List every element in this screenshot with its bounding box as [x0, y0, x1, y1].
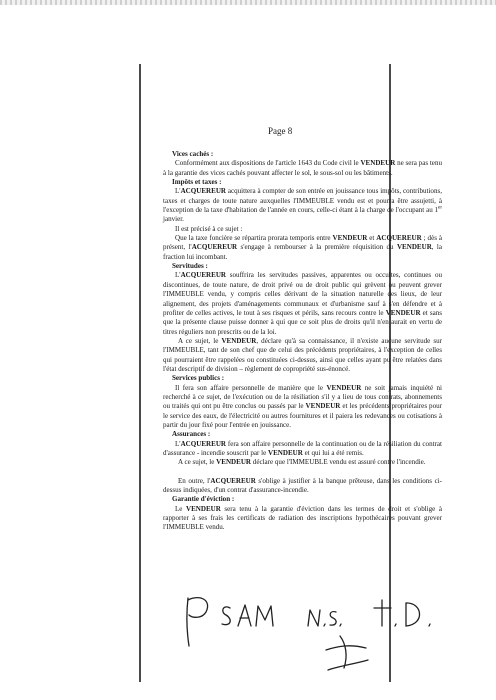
page-left-border [139, 64, 141, 682]
section-heading-servitudes: Servitudes : [172, 262, 208, 271]
initials-p [187, 598, 208, 646]
initials-sam [222, 605, 273, 626]
paragraph-impots-2: Il est précisé à ce sujet : [175, 224, 243, 233]
document-body [163, 150, 442, 533]
paragraph-impots-1: L'ACQUEREUR acquittera à compter de son entrée en jouissance tous impôts, contributions, taxes et charges de toute nature auxquelles l'IMMEUBLE vendu est et pourra être assujetti, à l'exception de la taxe d'habitation de l'année en cours, celle-ci étant à la charge de l'occupant au 1er janvier. [163, 187, 442, 224]
paragraph-impots-3: Que la taxe foncière se répartira prorata temporis entre VENDEUR et ACQUEREUR ; dès à présent, l'ACQUEREUR s'engage à rembourser à la première réquisition du VENDEUR, la fraction lui incombant. [163, 234, 442, 261]
section-heading-garantie-eviction: Garantie d'éviction : [172, 495, 235, 504]
paragraph-gap [163, 468, 442, 477]
section-heading-assurances: Assurances : [172, 430, 211, 439]
paragraph-assurances-3: En outre, l'ACQUEREUR s'oblige à justifier à la banque prêteuse, dans les conditions ci-dessus indiquées, d'un contrat d'assurance-incendie. [163, 476, 442, 495]
section-heading-services-publics: Services publics : [172, 374, 225, 383]
section-heading-impots: Impôts et taxes : [172, 178, 222, 187]
paragraph-assurances-2: A ce sujet, le VENDEUR déclare que l'IMMEUBLE vendu est assuré contre l'incendie. [178, 458, 426, 467]
initials-paraph [326, 636, 368, 670]
page-number: Page 8 [268, 126, 293, 136]
section-heading-vices-caches: Vices cachés : [172, 150, 214, 158]
paragraph-servitudes-2: A ce sujet, le VENDEUR, déclare qu'à sa connaissance, il n'existe aucune servitude sur l'IMMEUBLE, tant de son chef que de celui des précédents propriétaires, à l'exception de celles qui pourraient être rappelées ou constituées ci-dessus, ainsi que celles ayant pu être relatées dans l'état descriptif de division – règlement de copropriété sus-énoncé. [163, 336, 442, 373]
paragraph-garantie-eviction: Le VENDEUR sera tenu à la garantie d'éviction dans les termes de droit et s'oblige à rapporter à ses frais les certificats de radiation des inscriptions hypothécaires pouvant grever l'IMMEUBLE vendu. [163, 504, 442, 532]
initials-td [374, 600, 430, 626]
handwritten-initials [178, 588, 458, 678]
paragraph-assurances-1: L'ACQUEREUR fera son affaire personnelle de la continuation ou de la résiliation du contrat d'assurance - incendie souscrit par le VENDEUR et qui lui a été remis. [163, 439, 442, 457]
paragraph-services-publics: Il fera son affaire personnelle de manière que le VENDEUR ne soit jamais inquiété ni recherché à ce sujet, de l'exécution ou de la résiliation s'il y a lieu de tous contrats, abonnements ou traités qui ont pu être conclus ou passés par le VENDEUR et les précédents propriétaires pour le service des eaux, de l'électricité ou autres fournitures et il paiera les redevances ou cotisations à partir du jour fixé pour l'entrée en jouissance. [163, 383, 442, 429]
paragraph-servitudes-1: L'ACQUEREUR souffrira les servitudes passives, apparentes ou occultes, continues ou discontinues, de toute nature, de droit privé ou de droit public qui grèvent ou peuvent grever l'IMMEUBLE vendu, y compris celles dérivant de la situation naturelle des lieux, de leur alignement, des projets d'aménagements communaux et d'urbanisme sauf à s'en défendre et à profiter de celles actives, le tout à ses risques et périls, sans recours contre le VENDEUR et sans que la présente clause puisse donner à qui que ce soit plus de droits qu'il n'en aurait en vertu de titres réguliers non prescrits ou de la loi. [163, 271, 442, 336]
paragraph-vices-caches: Conformément aux dispositions de l'article 1643 du Code civil le VENDEUR ne sera pas tenu à la garantie des vices cachés pouvant affecter le sol, le sous-sol ou les bâtiments. [163, 159, 442, 177]
initials-ns [308, 610, 341, 626]
